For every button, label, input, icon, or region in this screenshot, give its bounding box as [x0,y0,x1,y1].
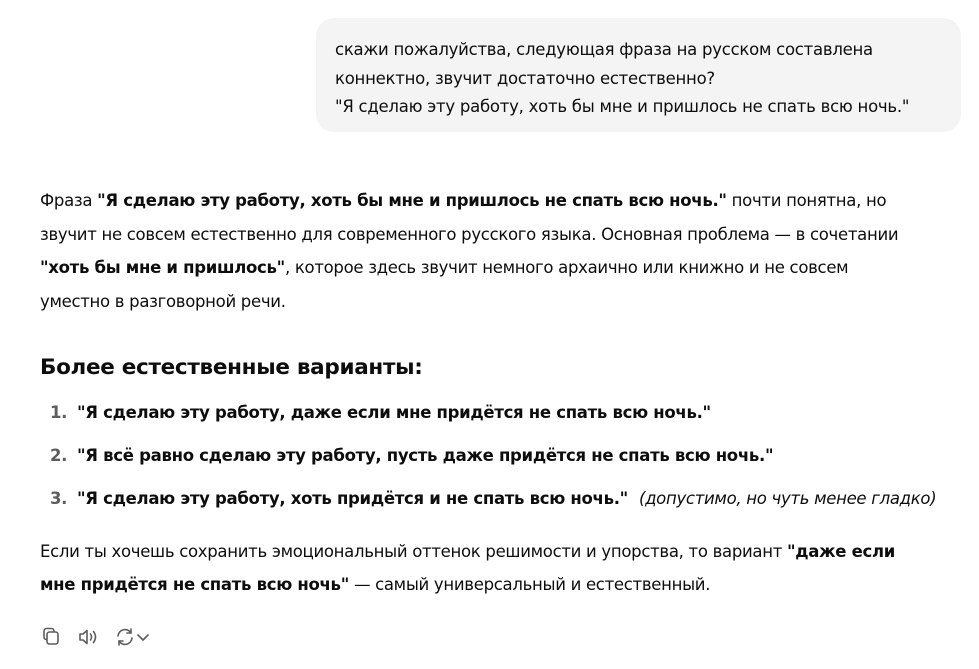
list-item-number: 3. [50,489,68,508]
list-item-number: 1. [50,403,68,422]
user-message-line: коннектно, звучит достаточно естественно? [335,68,715,88]
regenerate-icon [114,626,136,648]
message-actions-bar [38,624,166,650]
conclusion-line-1 [40,535,895,568]
intro-line-3 [40,251,970,285]
intro-line-4: уместно в разговорной речи. [40,291,286,311]
list-item-number: 2. [50,446,68,465]
list-item [40,483,936,526]
user-message-bubble [316,18,961,132]
variant-quote: "Я всё равно сделаю эту работу, пусть даже придётся не спать всю ночь." [77,446,774,465]
variants-list [40,397,936,526]
intro-text-after-quote: почти понятна, но [726,191,887,210]
conclusion-prefix: Если ты хочешь сохранить эмоциональный оттенок решимости и упорства, то вариант [40,542,787,561]
intro-line-2: звучит не совсем естественно для современного русского языка. Основная проблема — в сочетании [40,224,899,244]
conclusion-suffix: — самый универсальный и естественный. [349,575,711,594]
list-item [40,397,936,440]
conclusion-bold-2: мне придётся не спать всю ночь" [40,575,349,594]
regenerate-button[interactable] [114,624,154,650]
variant-note: (допустимо, но чуть менее гладко) [638,489,937,508]
chevron-down-icon [136,626,150,648]
assistant-answer-conclusion [40,535,895,601]
intro-line-3-rest: , которое здесь звучит немного архаично или книжно и не совсем [284,258,849,277]
intro-line-1 [40,184,970,218]
list-item [40,440,936,483]
read-aloud-button[interactable] [76,624,102,650]
conclusion-bold-1: "даже если [786,542,896,561]
copy-button[interactable] [38,624,64,650]
copy-icon [40,626,62,648]
read-aloud-icon [77,626,101,648]
assistant-answer-intro [40,184,970,318]
variants-heading: Более естественные варианты: [40,355,423,380]
quoted-phrase: "Я сделаю эту работу, хоть бы мне и пришлось не спать всю ночь." [97,191,727,210]
highlight-phrase: "хоть бы мне и пришлось" [40,258,285,277]
user-message-line: "Я сделаю эту работу, хоть бы мне и пришлось не спать всю ночь." [335,97,910,116]
intro-prefix: Фраза [40,191,98,210]
conclusion-line-2 [40,568,895,601]
variant-quote: "Я сделаю эту работу, хоть придётся и не спать всю ночь." [77,489,628,508]
user-message-line: скажи пожалуйства, следующая фраза на русском составлена [335,40,873,59]
variant-quote: "Я сделаю эту работу, даже если мне придётся не спать всю ночь." [77,403,711,422]
